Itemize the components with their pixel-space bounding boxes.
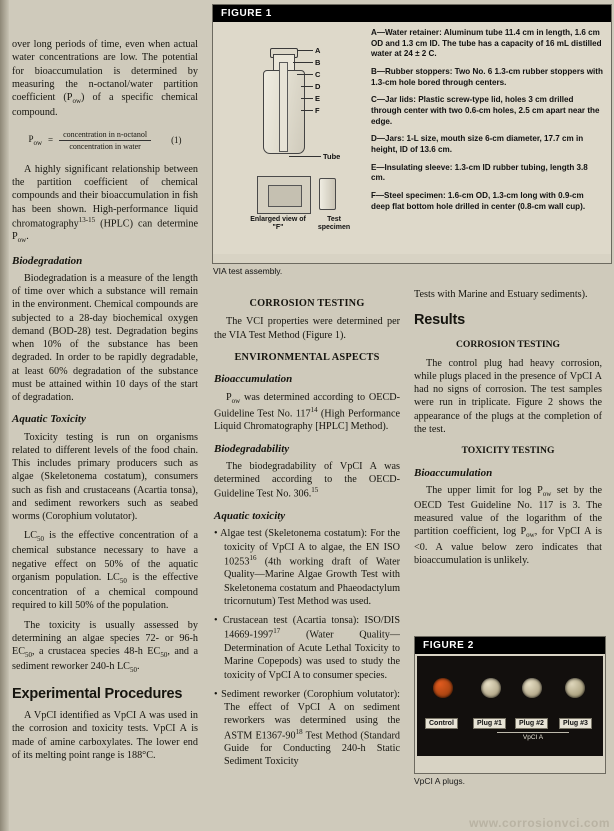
paragraph-biodegradation: Biodegradation is a measure of the length of time over which a substance will remain in the environment. Chemical compounds are subjected to a 28-day biochemical oxygen demand (BOD-28) test. Degradation begins when 10% of the substance has been degraded. In order to be rapidly degradable, at least 60% degradation of the substance must be attained within 10 days of the start of degradation. bbox=[12, 272, 198, 404]
equation-numerator: concentration in n-octanol bbox=[59, 130, 151, 141]
figure-2 bbox=[414, 636, 606, 774]
figure-1-label-d: D bbox=[315, 82, 321, 91]
figure-1-banner: FIGURE 1 bbox=[213, 5, 611, 22]
heading-corrosion-testing-results: CORROSION TESTING bbox=[455, 339, 561, 351]
bullet-algae-test: • Algae test (Skeletonema costatum): For the toxicity of VpCI A to algae, the EN ISO 10253$^{16}$ (4th working draft of Water Quality—Marine Algae Growth Test with Skeletonema costatum and Phaeodactylum tricornutum) Test Method was used. bbox=[214, 527, 400, 608]
heading-biodegradability-method: Biodegradability bbox=[214, 442, 290, 455]
heading-aquatic-toxicity-method: Aquatic toxicity bbox=[214, 510, 286, 522]
leader-line-f bbox=[301, 110, 313, 111]
heading-results: Results bbox=[414, 312, 465, 329]
figure-1-label-a: A bbox=[315, 46, 321, 55]
figure-1-label-f: F bbox=[315, 106, 320, 115]
aluminum-tube-shape bbox=[279, 62, 288, 152]
leader-line-b bbox=[293, 62, 313, 63]
equation-equals: = bbox=[48, 135, 54, 146]
paragraph-corrosion-testing-results: The control plug had heavy corrosion, while plugs placed in the presence of VpCI A had no signs of corrosion. The test samples were run in triplicate. Figure 2 shows the appearance of the plugs at the completion of the test. bbox=[414, 357, 602, 435]
plug-control-label: Control bbox=[425, 718, 458, 729]
test-specimen-shape bbox=[319, 178, 336, 210]
column-two bbox=[214, 288, 400, 775]
figure-1-caption: VIA test assembly. bbox=[213, 266, 283, 276]
paragraph-aquatic-toxicity-1: Toxicity testing is run on organisms related to different levels of the food chain. This includes primary producers such as algae (Skeletonema costatum), consumers such as fish and crustaceans (Acartia tonsa), and sediment reworkers such as seabed worms (Corophium volutator). bbox=[12, 431, 198, 523]
figure-1-label-e: E bbox=[315, 94, 321, 103]
column-three bbox=[414, 288, 602, 573]
figure-1 bbox=[212, 4, 612, 264]
plug-2-image bbox=[522, 678, 542, 698]
paragraph-sediment-continuation: Tests with Marine and Estuary sediments). bbox=[414, 289, 588, 300]
leader-line-c bbox=[297, 74, 313, 75]
heading-bioaccumulation-results: Bioaccumulation bbox=[414, 466, 493, 479]
figure-1-body bbox=[213, 22, 611, 254]
watermark-text: www.corrosionvci.com bbox=[469, 816, 610, 830]
figure-1-item-f: F—Steel specimen: 1.6-cm OD, 1.3-cm long with 0.9-cm deep flat bottom hole drilled in center (0.8-cm wall cup). bbox=[371, 191, 586, 211]
page-edge-shadow bbox=[0, 0, 9, 831]
plug-control-image bbox=[433, 678, 453, 698]
enlarged-view-inner-shape bbox=[268, 185, 302, 207]
paragraph-aquatic-toxicity-3: The toxicity is usually assessed by determining an algae species 72- or 96-h $EC_{50}$, a crustacea species 48-h $EC_{50}$, and a sediment reworker 240-h $LC_{50}$. bbox=[12, 619, 198, 675]
leader-line-d bbox=[301, 86, 313, 87]
bullet-sediment-reworker: • Sediment reworker (Corophium volutator): The effect of VpCI A on sediment reworkers was determined using the ASTM $E1367-90^{18}$ Test Method (Standard Guide for Conducting 240-h Static Sediment Toxicity bbox=[214, 688, 400, 769]
figure-2-banner: FIGURE 2 bbox=[415, 637, 605, 654]
equation-fraction bbox=[59, 129, 151, 152]
equation-partition-coefficient bbox=[12, 129, 198, 152]
aquatic-toxicity-bullet-list bbox=[214, 527, 400, 768]
paragraph-experimental-procedures: A VpCI identified as VpCI A was used in the corrosion and toxicity tests. VpCI A is made of amine carboxylates. The lower end of its melting point range is 188°C. bbox=[12, 710, 198, 761]
bullet-crustacean-test: • Crustacean test (Acartia tonsa): ISO/DIS 14669-1997$^{17}$ (Water Quality—Determination of Acute Lethal Toxicity to Marine Copepods) was used to study the toxicity of VpCI A to consumer species. bbox=[214, 614, 400, 682]
column-one-top bbox=[12, 38, 198, 768]
figure-1-legend bbox=[371, 28, 603, 219]
figure-1-drawing bbox=[219, 26, 367, 251]
plug-1-label: Plug #1 bbox=[473, 718, 506, 729]
equation-lhs-subscript: ow bbox=[33, 138, 43, 147]
plug-2-label: Plug #2 bbox=[515, 718, 548, 729]
heading-experimental-procedures: Experimental Procedures bbox=[12, 686, 183, 703]
heading-aquatic-toxicity: Aquatic Toxicity bbox=[12, 413, 86, 426]
figure-1-item-c: C—Jar lids: Plastic screw-type lid, holes 3 cm drilled through center with two 0.6-cm holes, 2.5 cm apart near the edge. bbox=[371, 95, 600, 126]
figure-2-caption: VpCI A plugs. bbox=[414, 776, 466, 786]
leader-line-tube bbox=[289, 156, 321, 157]
heading-toxicity-testing-results: TOXICITY TESTING bbox=[461, 445, 555, 457]
paragraph-biodegradability-method: The biodegradability of VpCI A was determined according to the OECD-Guideline Test No. 306.15 bbox=[214, 460, 400, 500]
figure-1-enlarged-caption: Enlarged view of "F" bbox=[250, 216, 306, 232]
paragraph-bioaccumulation-method: $P_{ow}$ was determined according to OECD-Guideline Test No. $117^{14}$ (High Performance Liquid Chromatography [HPLC] Method). bbox=[214, 391, 401, 433]
paragraph-bioaccumulation-results: The upper limit for $\log P_{ow}$ set by the OECD Test Guideline No. 117 is 3. The measured value of the logarithm of the partition coefficient, $\log P_{ow}$, for VpCI A is <0. A value below zero indicates that bioaccumulation is unlikely. bbox=[414, 484, 603, 566]
figure-1-label-b: B bbox=[315, 58, 321, 67]
figure-2-photo bbox=[417, 656, 603, 756]
equation-denominator: concentration in water bbox=[69, 142, 141, 152]
heading-corrosion-testing-methods: CORROSION TESTING bbox=[249, 298, 365, 309]
plug-3-label: Plug #3 bbox=[559, 718, 592, 729]
equation-number: (1) bbox=[171, 135, 182, 146]
heading-biodegradation: Biodegradation bbox=[12, 254, 83, 267]
paragraph-bioaccumulation-intro: over long periods of time, even when actual water concentrations are low. The potential for bioaccumulation is determined by measuring the n-octanol/water partition coefficient $(P_{ow})$ of a specific chemical compound. bbox=[12, 39, 198, 119]
figure-1-label-c: C bbox=[315, 70, 321, 79]
leader-line-e bbox=[301, 98, 313, 99]
heading-environmental-aspects: ENVIRONMENTAL ASPECTS bbox=[234, 351, 380, 363]
paragraph-aquatic-toxicity-2: $LC_{50}$ is the effective concentration of a chemical substance necessary to have a negative effect on 50% of the aquatic organism population. $LC_{50}$ is the effective concentration of a chemical compound required to kill 50% of the population. bbox=[12, 530, 199, 612]
heading-bioaccumulation-method: Bioaccumulation bbox=[214, 373, 293, 386]
leader-line-a bbox=[297, 50, 313, 51]
figure-1-item-e: E—Insulating sleeve: 1.3-cm ID rubber tubing, length 3.8 cm. bbox=[371, 162, 588, 183]
enlarged-view-shape bbox=[257, 176, 311, 214]
figure-1-item-a: A—Water retainer: Aluminum tube 11.4 cm in length, 1.6 cm OD and 1.3 cm ID. The tube has a capacity of 16 mL distilled water at 24 ± 2 C. bbox=[371, 28, 602, 59]
plug-3-image bbox=[565, 678, 585, 698]
figure-1-item-b: B—Rubber stoppers: Two No. 6 1.3-cm rubber stoppers with 1.3-cm hole bored through centers. bbox=[371, 67, 603, 87]
plug-1-image bbox=[481, 678, 501, 698]
equation-lhs: $P_{ow}$ bbox=[28, 134, 43, 147]
figure-1-tube-label: Tube bbox=[323, 152, 341, 161]
figure-1-item-d: D—Jars: 1-L size, mouth size 6-cm diameter, 17.7 cm in height, ID of 13.6 cm. bbox=[371, 134, 584, 155]
figure-2-bracket-label: VpCI A bbox=[497, 732, 569, 741]
paragraph-corrosion-testing-methods: The VCI properties were determined per the VIA Test Method (Figure 1). bbox=[214, 316, 400, 341]
paragraph-hplc: A highly significant relationship between the partition coefficient of chemical compounds and their bioaccumulation in fish has been shown. High-performance liquid chromatography$^{13-15}$ (HPLC) can determine $P_{ow}$. bbox=[12, 163, 198, 245]
figure-1-specimen-caption: Test specimen bbox=[317, 216, 351, 232]
